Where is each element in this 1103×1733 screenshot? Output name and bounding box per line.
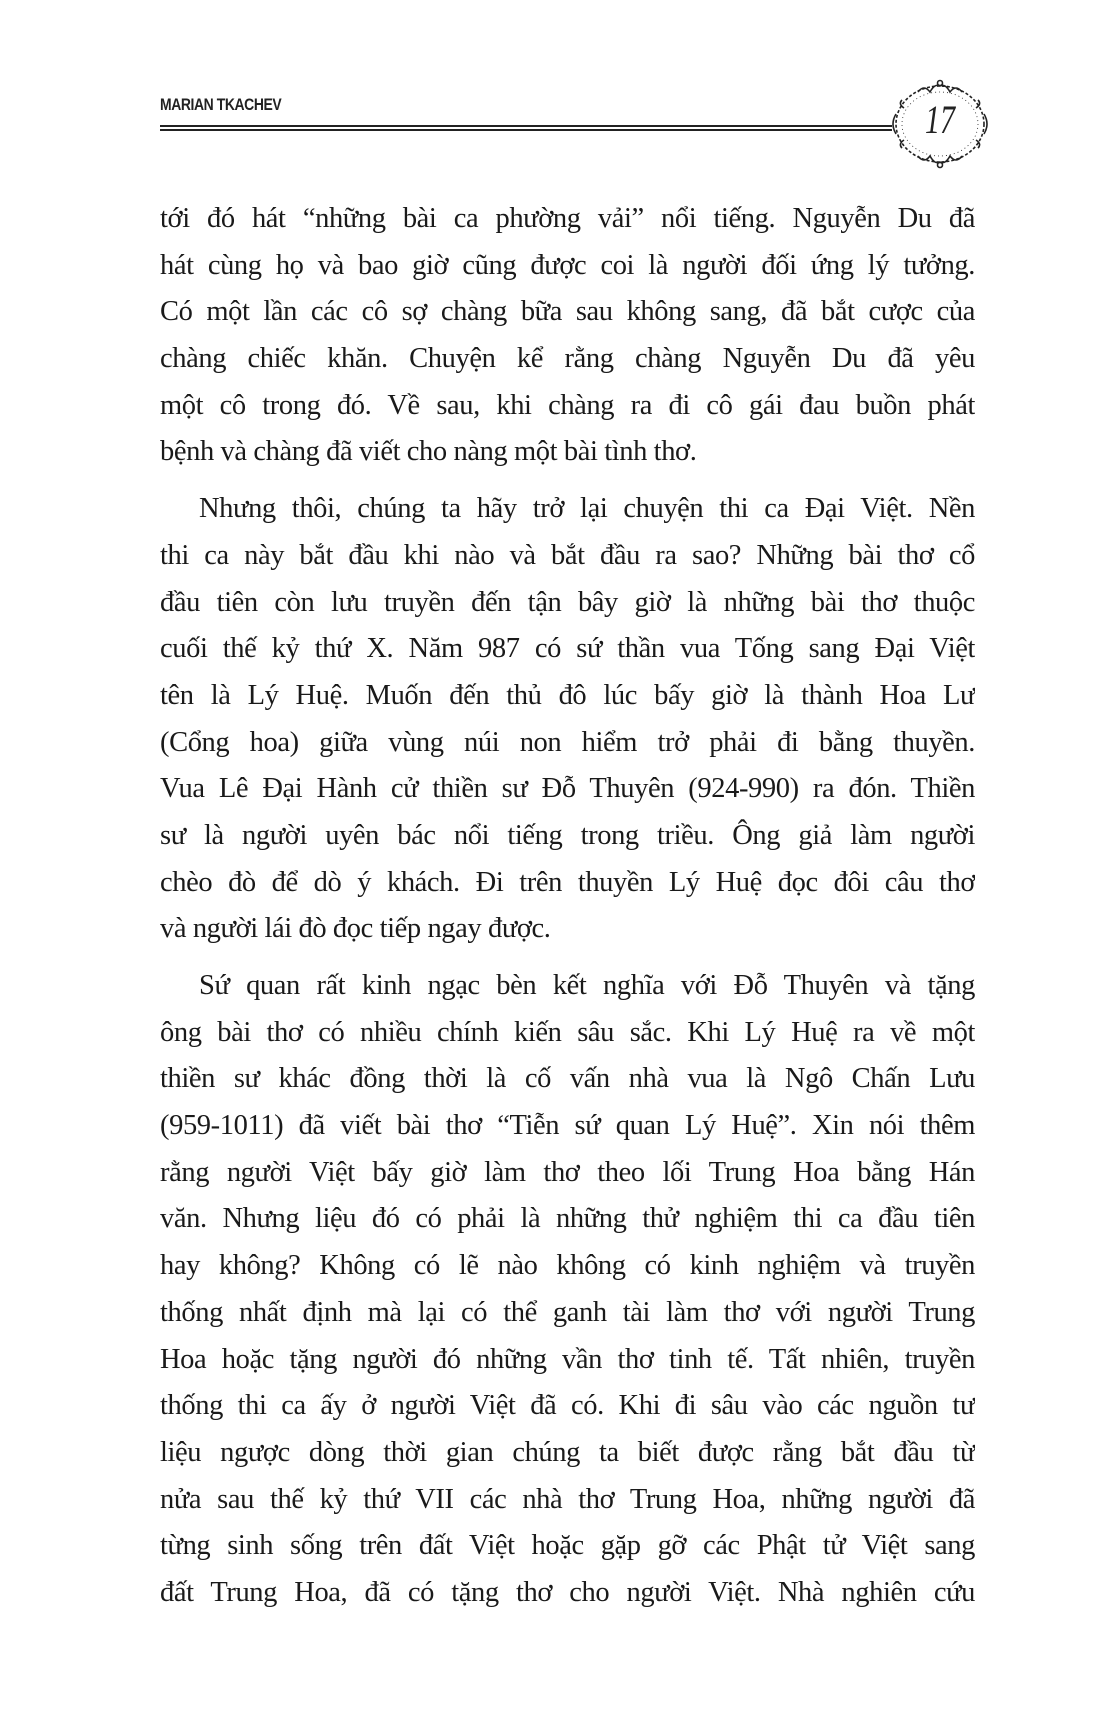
text-line: bệnh và chàng đã viết cho nàng một bài tình thơ. xyxy=(160,436,697,468)
text-line: từng sinh sống trên đất Việt hoặc gặp gỡ các Phật tử Việt sang xyxy=(160,1530,975,1562)
text-line: thiền sư khác đồng thời là cố vấn nhà vua là Ngô Chấn Lưu xyxy=(160,1063,975,1095)
header-double-rule xyxy=(160,125,892,131)
paragraph xyxy=(160,486,975,953)
text-line: hay không? Không có lẽ nào không có kinh nghiệm và truyền xyxy=(160,1250,975,1282)
page-number-badge xyxy=(888,78,992,170)
text-line: chèo đò để dò ý khách. Đi trên thuyền Lý Huệ đọc đôi câu thơ xyxy=(160,866,975,898)
text-line: và người lái đò đọc tiếp ngay được. xyxy=(160,913,551,945)
text-line: Vua Lê Đại Hành cử thiền sư Đỗ Thuyên (924-990) ra đón. Thiền xyxy=(160,773,975,805)
text-line: thống nhất định mà lại có thể ganh tài làm thơ với người Trung xyxy=(160,1296,975,1328)
text-line: sư là người uyên bác nổi tiếng trong triều. Ông giả làm người xyxy=(160,819,975,851)
paragraph xyxy=(160,963,975,1617)
text-line: chàng chiếc khăn. Chuyện kể rằng chàng Nguyễn Du đã yêu xyxy=(160,343,975,375)
text-line: một cô trong đó. Về sau, khi chàng ra đi cô gái đau buồn phát xyxy=(160,389,975,421)
text-line: văn. Nhưng liệu đó có phải là những thử nghiệm thi ca đầu tiên xyxy=(160,1203,975,1235)
text-line: cuối thế kỷ thứ X. Năm 987 có sứ thần vua Tống sang Đại Việt xyxy=(160,633,975,665)
text-line: nửa sau thế kỷ thứ VII các nhà thơ Trung Hoa, những người đã xyxy=(160,1483,975,1515)
text-line: rằng người Việt bấy giờ làm thơ theo lối Trung Hoa bằng Hán xyxy=(160,1156,975,1188)
text-line: (959-1011) đã viết bài thơ “Tiễn sứ quan Lý Huệ”. Xin nói thêm xyxy=(160,1110,975,1142)
text-line: Có một lần các cô sợ chàng bữa sau không sang, đã bắt cược của xyxy=(160,296,975,328)
page-number: 17 xyxy=(925,97,955,142)
text-line: tên là Lý Huệ. Muốn đến thủ đô lúc bấy giờ là thành Hoa Lư xyxy=(160,679,975,711)
text-line: đầu tiên còn lưu truyền đến tận bây giờ là những bài thơ thuộc xyxy=(160,586,975,618)
running-head-author: MARIAN TKACHEV xyxy=(160,95,282,114)
text-line: liệu ngược dòng thời gian chúng ta biết được rằng bắt đầu từ xyxy=(160,1436,975,1468)
text-line: (Cổng hoa) giữa vùng núi non hiểm trở phải đi bằng thuyền. xyxy=(160,726,975,758)
text-line: đất Trung Hoa, đã có tặng thơ cho người Việt. Nhà nghiên cứu xyxy=(160,1576,975,1608)
text-line: Sứ quan rất kinh ngạc bèn kết nghĩa với Đỗ Thuyên và tặng xyxy=(199,970,975,1001)
paragraph xyxy=(160,196,975,476)
text-line: Hoa hoặc tặng người đó những vần thơ tinh tế. Tất nhiên, truyền xyxy=(160,1343,975,1375)
text-line: thi ca này bắt đầu khi nào và bắt đầu ra sao? Những bài thơ cổ xyxy=(160,539,975,571)
text-line: hát cùng họ và bao giờ cũng được coi là người đối ứng lý tưởng. xyxy=(160,249,975,281)
text-line: thống thi ca ấy ở người Việt đã có. Khi đi sâu vào các nguồn tư xyxy=(160,1390,975,1422)
body-text xyxy=(160,196,975,1617)
text-line: Nhưng thôi, chúng ta hãy trở lại chuyện thi ca Đại Việt. Nền xyxy=(199,493,975,525)
text-line: ông bài thơ có nhiều chính kiến sâu sắc. Khi Lý Huệ ra về một xyxy=(160,1016,975,1048)
text-line: tới đó hát “những bài ca phường vải” nổi tiếng. Nguyễn Du đã xyxy=(160,203,975,234)
